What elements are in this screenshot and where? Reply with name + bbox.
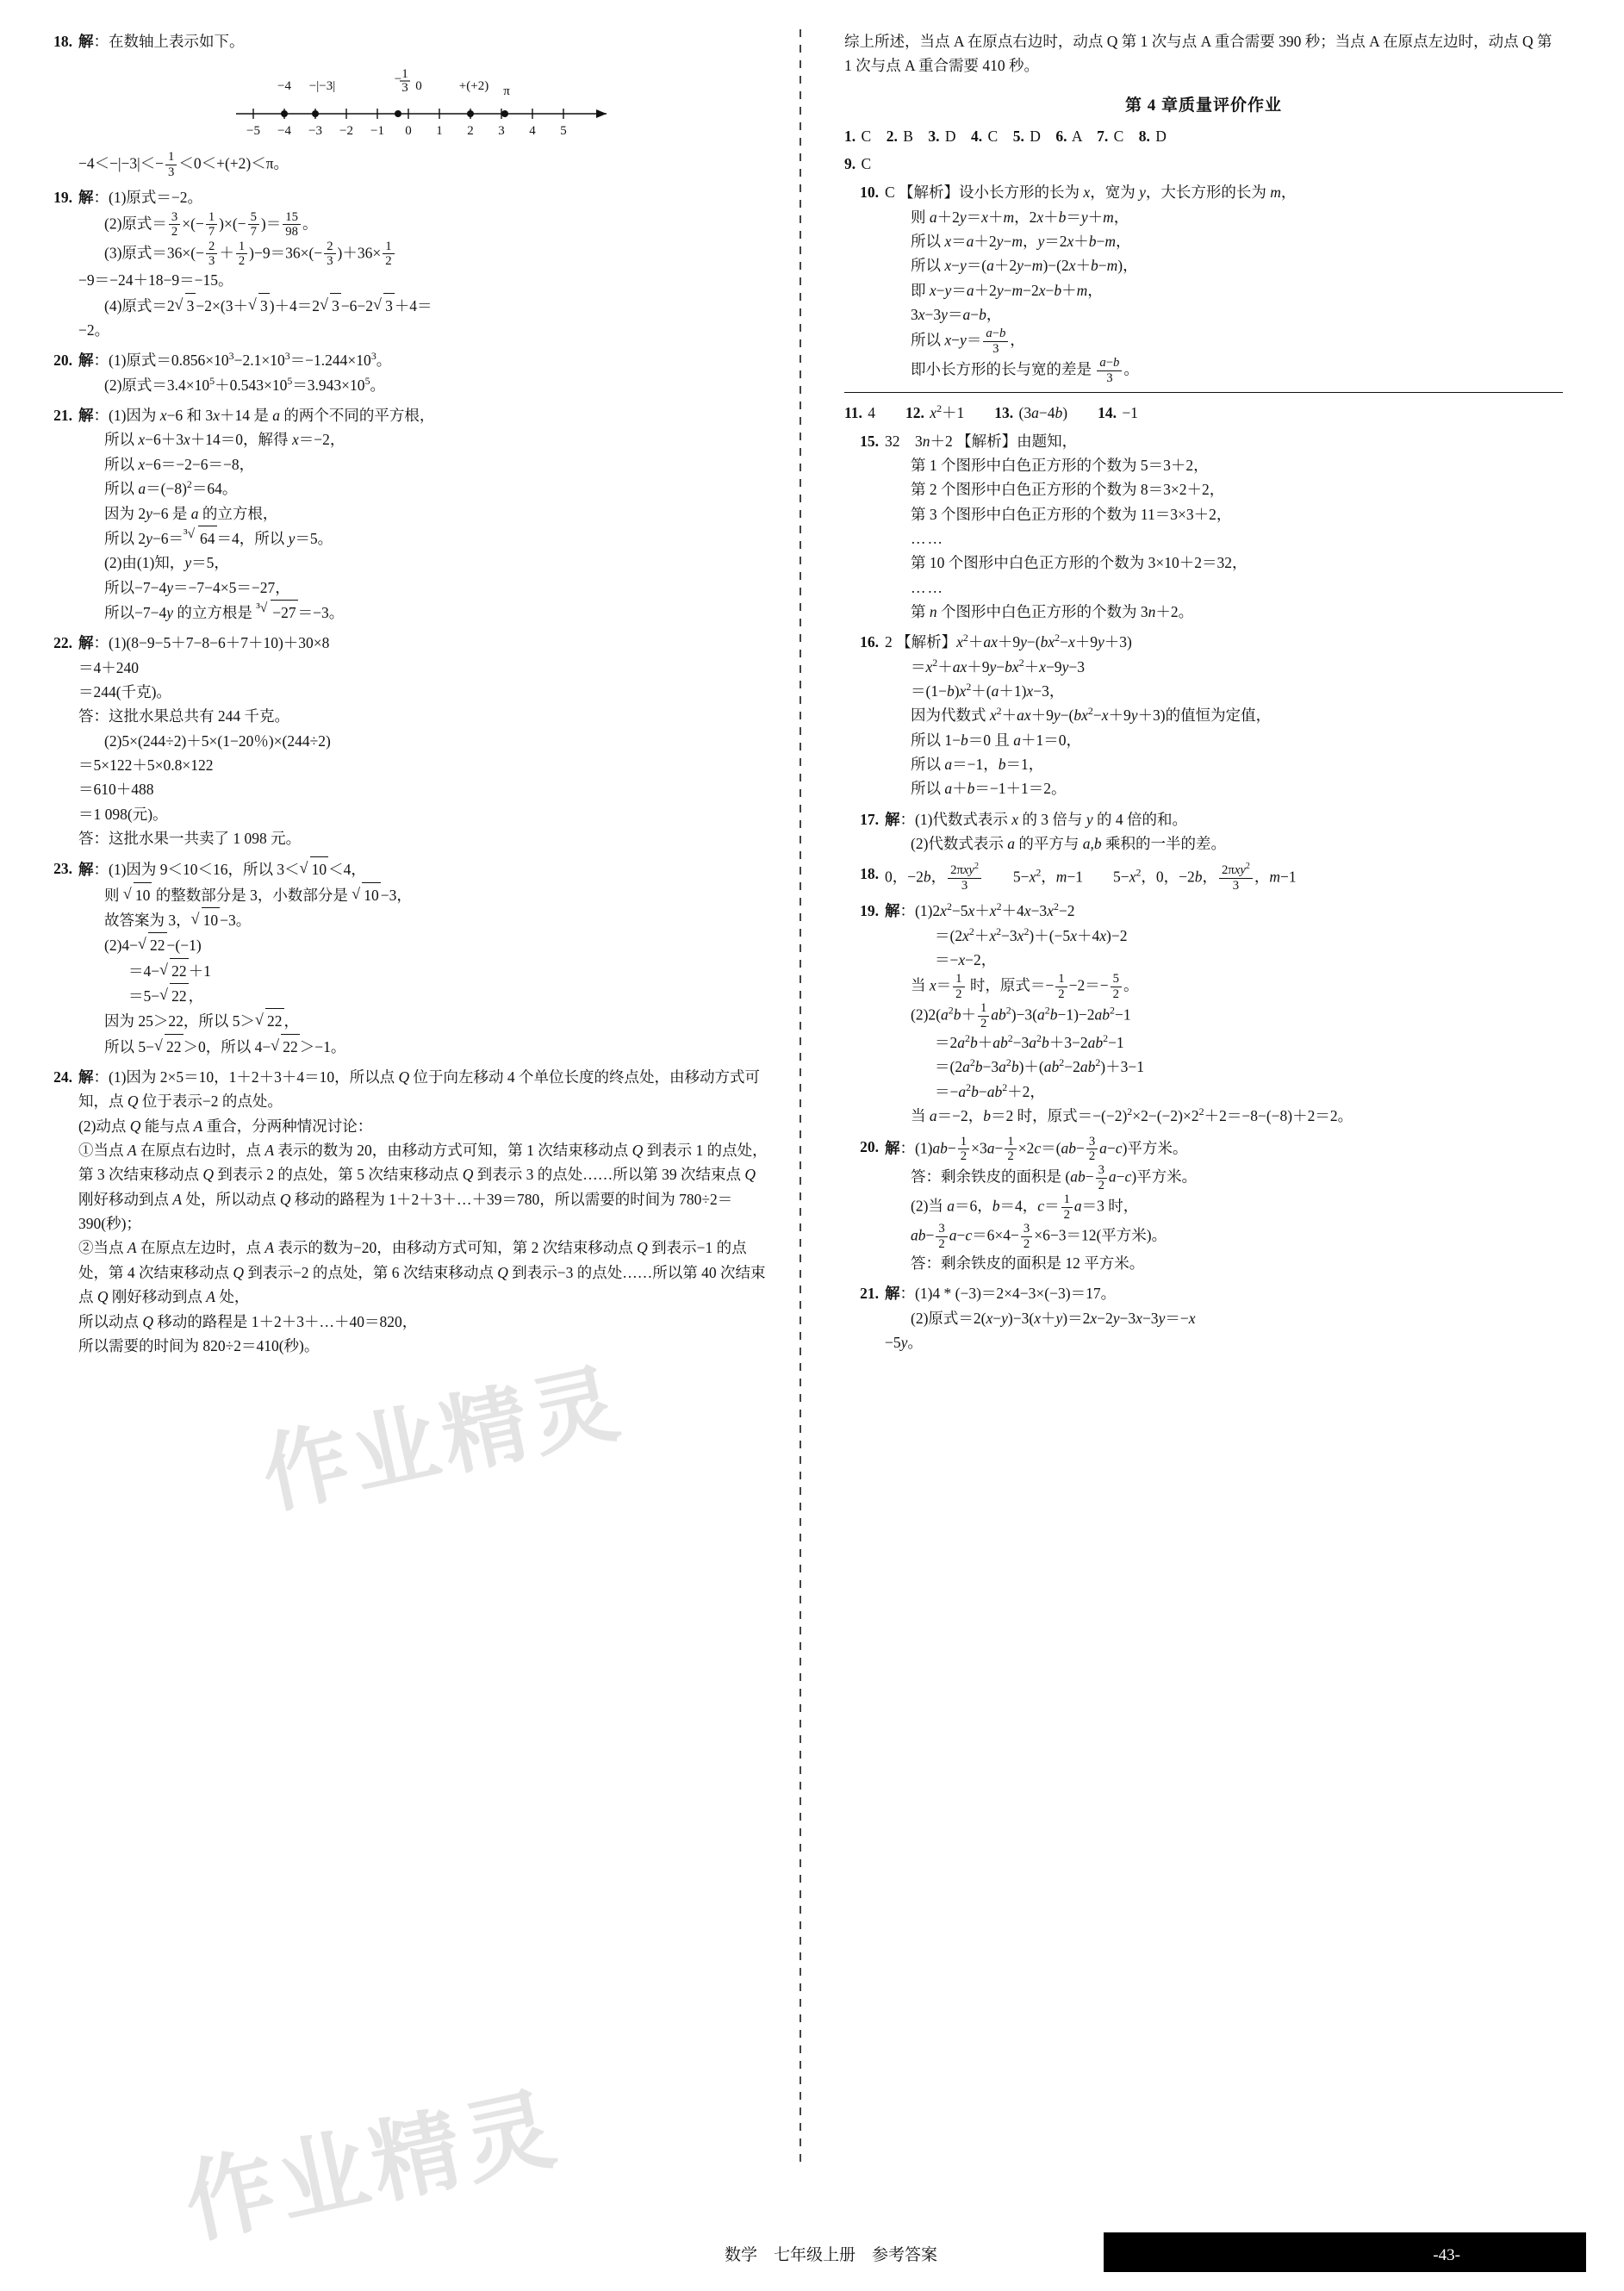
line: 答：剩余铁皮的面积是 12 平方米。 xyxy=(911,1254,1145,1273)
item-body xyxy=(78,1065,772,1358)
svg-text:−1: −1 xyxy=(370,124,384,139)
line: 所以 5− √ 22 ＞0，所以 4− √ 22 ＞−1。 xyxy=(78,1034,772,1059)
answer-item-10 xyxy=(844,180,1563,385)
item-number: 24. xyxy=(53,1068,72,1086)
item-body xyxy=(885,1135,1563,1276)
line: 所以 a＋b＝−1＋1＝2。 xyxy=(911,780,1067,798)
solution-line: 解：在数轴上表示如下。 xyxy=(78,33,245,50)
line: $=(2a^2b-3a^2b)+(ab^2-2ab^2)+3-1$ xyxy=(935,1056,1144,1076)
line: 所以需要的时间为 820÷2＝410(秒)。 xyxy=(78,1336,320,1354)
line: 第 3 个图形中白色正方形的个数为 11＝3×3＋2， xyxy=(911,505,1232,523)
footer-grade: 七年级上册 xyxy=(773,2246,856,2264)
watermark-2: 作业精灵 xyxy=(176,2078,569,2256)
line: 解：(1)因为 9＜10＜16，所以 3＜ √ 10 ＜4， xyxy=(78,856,772,881)
item-number: 18. xyxy=(860,865,879,883)
line: 解：(1)4 * (−3)＝2×4−3×(−3)＝17。 xyxy=(885,1285,1117,1303)
svg-text:−: − xyxy=(394,72,401,87)
line: $=x^2+ax+9y-bx^2+x-9y-3$ xyxy=(911,656,1085,675)
line: 综上所述，当点 A 在原点右边时，动点 Q 第 1 次与点 A 重合需要 390 秒；当点 A 在原点左边时，动点 Q 第 1 次与点 A 重合需要 410 秒。 xyxy=(844,33,1552,75)
item-number: 22. xyxy=(53,634,72,652)
line: 所以 1−b＝0 且 a＋1＝0， xyxy=(911,731,1081,749)
line: 因为 25＞22，所以 5＞ √ 22 ， xyxy=(78,1008,772,1033)
item-number: 20. xyxy=(860,1137,879,1155)
item-number: 10. xyxy=(860,184,879,202)
page-number: -43- xyxy=(1433,2246,1460,2264)
svg-text:0: 0 xyxy=(404,124,412,139)
line: 所以−7−4y 的立方根是 ³√ −27 ＝−3。 xyxy=(78,600,772,625)
line: 解：(1)原式＝−2。 xyxy=(78,189,203,207)
item-number: 21. xyxy=(53,407,72,425)
line: 所以 x−6＝−2−6＝−8， xyxy=(104,455,255,473)
answer-item-17 xyxy=(844,807,1563,856)
item-body xyxy=(78,348,772,397)
item-number: 23. xyxy=(53,860,72,878)
svg-text:π: π xyxy=(502,84,510,99)
line: 即小长方形的长与宽的差是 $\frac{a-b}{3}$ 。 xyxy=(911,356,1139,385)
line: 解：(1)代数式表示 x 的 3 倍与 y 的 4 倍的和。 xyxy=(885,810,1187,828)
right-column xyxy=(805,29,1563,2166)
choice-answers-row-1: 1. C 2. B 3. D 4. C 5. D 6. A 7. C 8. D xyxy=(844,127,1167,145)
line: −2。 xyxy=(78,321,110,339)
watermark-1: 作业精灵 xyxy=(253,1354,632,1525)
item-body xyxy=(78,631,772,850)
line: ①当点 A 在原点右边时，点 A 表示的数为 20，由移动方式可知，第 1 次结束移动点 Q 到表示 1 的点处，第 3 次结束移动点 Q 到表示 2 的点处，第 5 次结束移动点 Q 到表示 3 的点处……所以第 39 次结束点 Q 刚好移动到点 A 处，所以动点 Q 移动的路程为 1＋2＋3＋…＋39＝780，所以需要的时间为 780÷2＝390(秒)； xyxy=(78,1142,768,1233)
answer-item-22 xyxy=(38,631,772,850)
two-column-layout xyxy=(38,29,1586,2166)
svg-text:−5: −5 xyxy=(246,124,260,139)
svg-text:3: 3 xyxy=(497,124,505,139)
line: (2)动点 Q 能与点 A 重合，分两种情况讨论： xyxy=(78,1117,373,1135)
line: 32 3n＋2 【解析】由题知， xyxy=(885,432,1078,450)
answer-item-23 xyxy=(38,856,772,1059)
footer-title: 参考答案 xyxy=(872,2246,938,2264)
line: 解：(1)ab− $\frac{1}{2}$ ×3a− $\frac{1}{2}$ ×2c＝(ab− $\frac{3}{2}$ a−c)平方米。 xyxy=(885,1134,1188,1163)
line: −5y。 xyxy=(885,1334,923,1352)
line: ＝4− √ 22 ＋1 xyxy=(78,958,772,983)
line: (2)当 a＝6，b＝4，c＝ $\frac{1}{2}$ a＝3 时， xyxy=(911,1192,1139,1222)
column-divider xyxy=(800,29,801,2166)
number-line-figure xyxy=(78,60,772,140)
item-body xyxy=(78,185,772,342)
line: $=(1-b)x^2+(a+1)x-3$， xyxy=(911,681,1065,700)
line: (3)原式＝36×(− $\frac{2}{3}$ ＋ $\frac{1}{2}$ )−9＝36×(− $\frac{2}{3}$ )＋36× $\frac{1}{2}$ xyxy=(78,240,772,269)
svg-text:−|−3|: −|−3| xyxy=(308,79,335,94)
line: 因为 2y−6 是 a 的立方根， xyxy=(104,504,278,522)
line: 所以 $a=(-8)^2=64$。 xyxy=(104,478,238,498)
item-body xyxy=(78,403,772,625)
item-body xyxy=(885,180,1563,385)
line: ＝244(千克)。 xyxy=(78,682,171,700)
line: 即 x−y＝a＋2y−m−2x−b＋m， xyxy=(911,281,1103,299)
left-column xyxy=(38,29,796,2166)
line: ＝5×122＋5×0.8×122 xyxy=(78,756,214,774)
line: 第 1 个图形中白色正方形的个数为 5＝3＋2， xyxy=(911,456,1209,474)
line: 则 a＋2y＝x＋m，2x＋b＝y＋m， xyxy=(911,208,1129,226)
item-body xyxy=(885,807,1563,856)
line: (2)原式$=3.4\times 10^5+0.543\times 10^5=3.943\times 10^5$。 xyxy=(104,374,386,394)
line: (4)原式＝2 √ 3 −2×(3＋ √ 3 )＋4＝2 √ 3 −6−2 √ 3 ＋4＝ xyxy=(78,293,772,318)
answer-item-24 xyxy=(38,1065,772,1358)
answer-item-18 xyxy=(38,29,772,179)
rule-line xyxy=(844,392,1563,393)
line: 所以 2y−6＝ ³√ 64 ＝4，所以 y＝5。 xyxy=(78,526,772,551)
line: (2)5×(244÷2)＋5×(1−20％)×(244÷2) xyxy=(104,732,331,750)
inequality-line: −4＜−|−3|＜− $\frac{1}{3}$ ＜0＜+(+2)＜π。 xyxy=(78,150,289,179)
line: 所以动点 Q 移动的路程是 1＋2＋3＋…＋40＝820， xyxy=(78,1312,418,1330)
line: ＝−x−2， xyxy=(935,950,997,968)
line: 所以 x−6＋3x＋14＝0，解得 x＝−2， xyxy=(104,431,345,449)
svg-text:−4: −4 xyxy=(277,124,291,139)
svg-text:+(+2): +(+2) xyxy=(458,79,488,94)
item-body xyxy=(885,429,1563,625)
line: C 【解析】设小长方形的长为 x，宽为 y，大长方形的长为 m， xyxy=(885,184,1297,202)
line: −9＝−24＋18−9＝−15。 xyxy=(78,271,233,289)
line: 答：这批水果总共有 244 千克。 xyxy=(78,707,289,725)
svg-text:−4: −4 xyxy=(277,79,291,94)
line: (2)原式＝ $\frac{3}{2}$ ×(− $\frac{1}{7}$ )×(− $\frac{5}{7}$ )＝ $\frac{15}{98}$ 。 xyxy=(104,209,318,240)
line: 所以 x＝a＋2y−m，y＝2x＋b−m， xyxy=(911,232,1131,250)
svg-text:3: 3 xyxy=(401,81,408,96)
line: 第 2 个图形中白色正方形的个数为 8＝3×2＋2， xyxy=(911,481,1225,499)
line: 2 【解析】$x^2+ax+9y-(bx^2-x+9y+3)$ xyxy=(885,632,1132,651)
answer-item-18r xyxy=(844,862,1563,893)
line: (2)代数式表示 a 的平方与 a,b 乘积的一半的差。 xyxy=(911,835,1227,853)
answer-item-21r xyxy=(844,1281,1563,1354)
line: 第 n 个图形中白色正方形的个数为 3n＋2。 xyxy=(911,603,1194,621)
svg-text:1: 1 xyxy=(401,67,408,82)
line: (2)原式＝2(x−y)−3(x＋y)＝2x−2y−3x−3y＝−x xyxy=(911,1309,1196,1327)
item-body xyxy=(885,862,1563,893)
line: 所以−7−4y＝−7−4×5＝−27， xyxy=(104,578,290,596)
answer-item-21 xyxy=(38,403,772,625)
line: 故答案为 3， √ 10 −3。 xyxy=(78,907,772,932)
item-number: 19. xyxy=(860,902,879,920)
svg-text:−3: −3 xyxy=(308,124,322,139)
footer-center-text xyxy=(38,2242,1624,2265)
continuation-paragraph xyxy=(844,29,1563,78)
svg-text:2: 2 xyxy=(466,124,474,139)
line: 当 a＝−2，b＝2 时，原式$=-(-2)^2\times 2-(-2)\times 2^2+2=-8-(-8)+2=2$。 xyxy=(911,1105,1353,1125)
item-body xyxy=(885,630,1563,800)
answer-item-16 xyxy=(844,630,1563,800)
footer-subject: 数学 xyxy=(724,2246,757,2264)
line: (2)4− √ 22 −(−1) xyxy=(78,932,772,957)
item-body xyxy=(78,856,772,1059)
line: $=2a^2b+ab^2-3a^2b+3-2ab^2-1$ xyxy=(935,1032,1124,1052)
item-number: 16. xyxy=(860,633,879,651)
line: $(2)2(a^2b+$ $\frac{1}{2}$ $ab^2)-3(a^2b-1)-2ab^2-1$ xyxy=(911,1001,1131,1030)
line: ＝4＋240 xyxy=(78,658,139,676)
answer-item-20r xyxy=(844,1135,1563,1276)
svg-text:5: 5 xyxy=(559,124,567,139)
svg-text:1: 1 xyxy=(435,124,443,139)
line: …… xyxy=(911,578,944,596)
item-body xyxy=(885,1281,1563,1354)
line: 所以 a＝−1，b＝1， xyxy=(911,756,1044,774)
item-number: 18. xyxy=(53,33,72,50)
line: 所以 x−y＝ $\frac{a-b}{3}$ ， xyxy=(911,327,1025,356)
line: …… xyxy=(911,530,944,548)
line: 解：(1)因为 x−6 和 3x＋14 是 a 的两个不同的平方根， xyxy=(78,407,435,425)
line: 3x−3y＝a−b， xyxy=(911,305,1002,323)
line: 第 10 个图形中白色正方形的个数为 3×10＋2＝32， xyxy=(911,554,1248,572)
line: 所以 x−y＝(a＋2y−m)−(2x＋b−m)， xyxy=(911,257,1138,275)
line: 答：这批水果一共卖了 1 098 元。 xyxy=(78,829,302,847)
answer-item-20 xyxy=(38,348,772,397)
line: 因为代数式 $x^2+ax+9y-(bx^2-x+9y+3)$的值恒为定值， xyxy=(911,705,1272,725)
item-body xyxy=(78,29,772,179)
line: ＝1 098(元)。 xyxy=(78,805,168,823)
choice-answers-row-2: 9. C xyxy=(844,155,872,173)
item-body xyxy=(885,899,1563,1128)
item-number: 21. xyxy=(860,1285,879,1303)
line: ab− $\frac{3}{2}$ a−c＝6×4− $\frac{3}{2}$ ×6−3＝12(平方米)。 xyxy=(911,1222,1167,1251)
svg-text:4: 4 xyxy=(528,124,536,139)
line: $=(2x^2+x^2-3x^2)+(-5x+4x)-2$ xyxy=(935,924,1128,944)
answer-item-19 xyxy=(38,185,772,342)
fill-answers-row: 11. 4 12. $x^2+1$ 13. (3a−4b) 14. −1 xyxy=(844,402,1138,421)
line: 解：$(1)2x^2-5x+x^2+4x-3x^2-2$ xyxy=(885,900,1075,920)
svg-text:0: 0 xyxy=(414,79,422,94)
line: 解：(1)(8−9−5＋7−8−6＋7＋10)＋30×8 xyxy=(78,634,330,652)
section-title: 第 4 章质量评价作业 xyxy=(1124,96,1282,115)
line: 当 x＝ $\frac{1}{2}$ 时，原式＝− $\frac{1}{2}$ −2＝− $\frac{5}{2}$ 。 xyxy=(911,972,1139,1001)
line: 0，−2b， $\frac{2\pi xy^2}{3}$ $5-x^2$，m−1 $5-x^2$，0，−2b， $\frac{2\pi xy^2}{3}$ ，m−1 xyxy=(885,862,1297,893)
item-number: 15. xyxy=(860,432,879,450)
answer-item-19r xyxy=(844,899,1563,1128)
item-number: 17. xyxy=(860,810,879,828)
line: ＝5− √ 22 ， xyxy=(78,983,772,1008)
line: ＝610＋488 xyxy=(78,781,154,799)
line: 解：(1)原式$=0.856\times 10^3-2.1\times 10^3=-1.244\times 10^3$。 xyxy=(78,350,392,370)
line: 解：(1)因为 2×5＝10，1＋2＋3＋4＝10，所以点 Q 位于向左移动 4 个单位长度的终点处，由移动方式可知，点 Q 位于表示−2 的点处。 xyxy=(78,1068,761,1111)
line: (2)由(1)知，y＝5， xyxy=(104,554,229,572)
answer-item-15 xyxy=(844,429,1563,625)
svg-text:−2: −2 xyxy=(339,124,353,139)
line: 则 √ 10 的整数部分是 3，小数部分是 √ 10 −3， xyxy=(78,882,772,907)
line: 答：剩余铁皮的面积是 (ab− $\frac{3}{2}$ a−c)平方米。 xyxy=(911,1163,1198,1192)
line: $=-a^2b-ab^2+2$， xyxy=(935,1080,1045,1100)
item-number: 19. xyxy=(53,189,72,207)
line: ②当点 A 在原点左边时，点 A 表示的数为−20，由移动方式可知，第 2 次结束移动点 Q 到表示−1 的点处，第 4 次结束移动点 Q 到表示−2 的点处，第 6 次结束移动点 Q 到表示−3 的点处……所以第 40 次结束点 Q 刚好移动到点 A 处， xyxy=(78,1239,766,1306)
item-number: 20. xyxy=(53,352,72,370)
